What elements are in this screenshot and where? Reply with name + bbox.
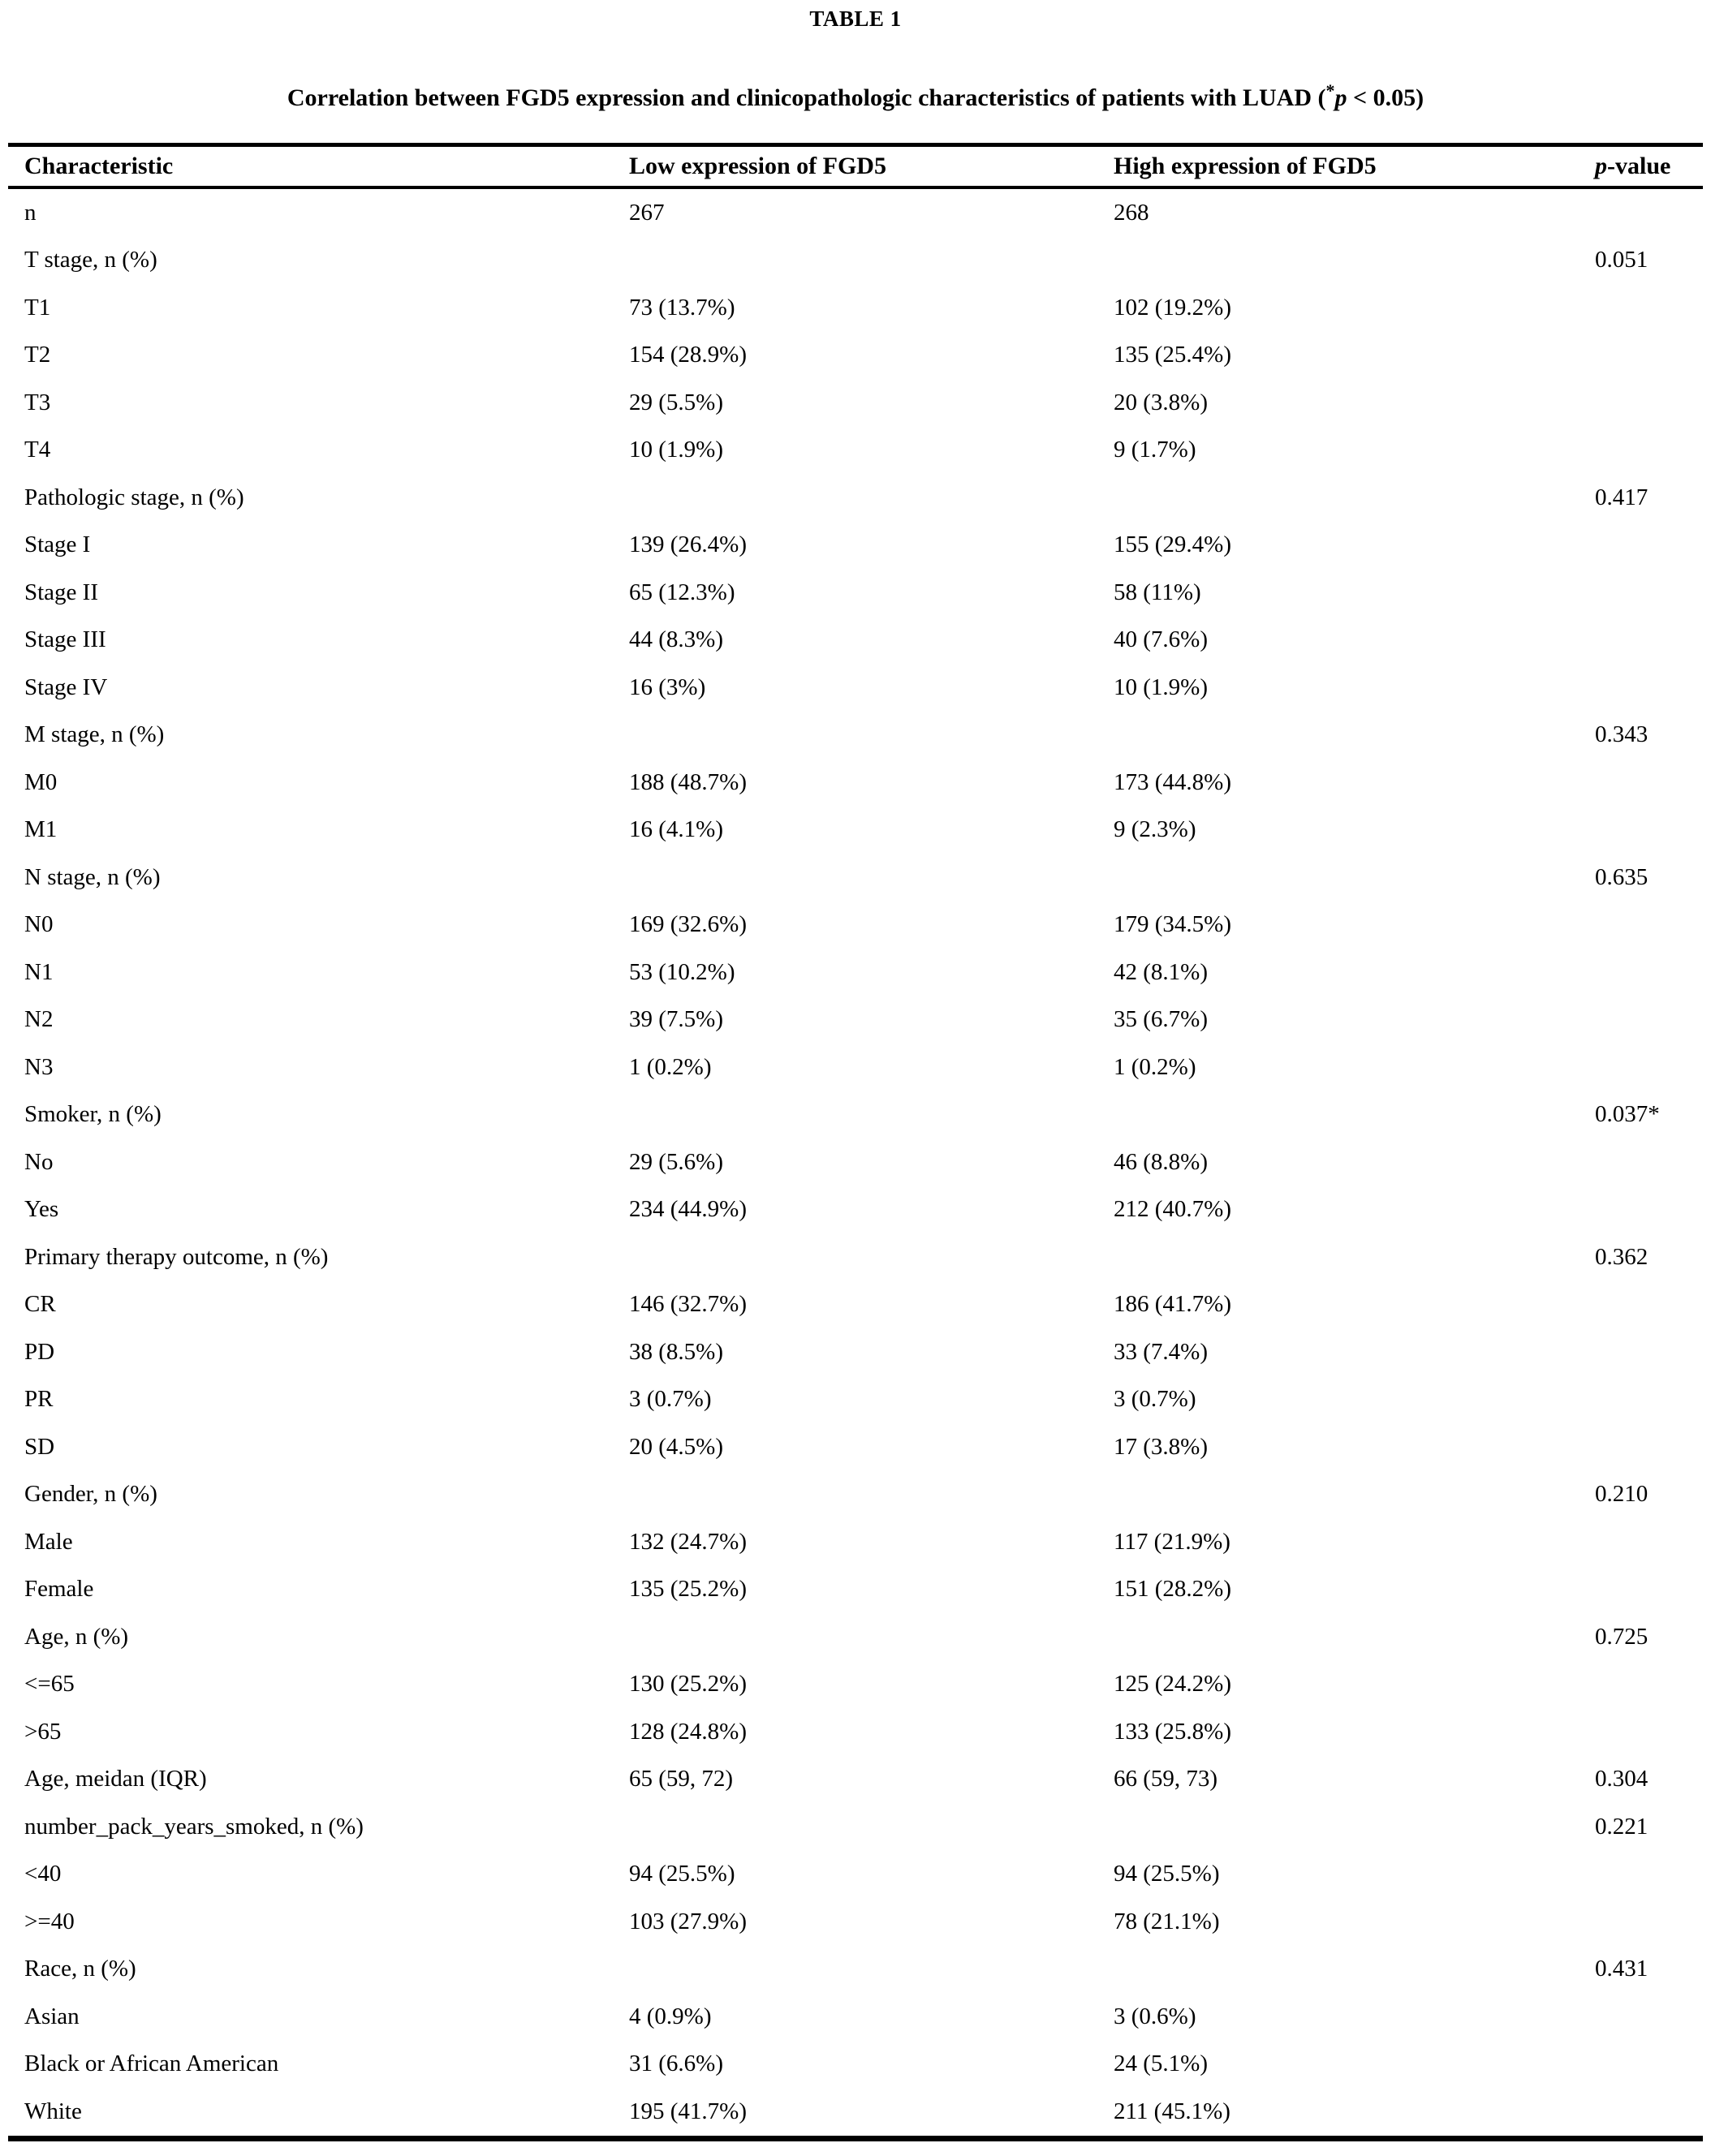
table-row	[8, 474, 1703, 522]
row-label-cell: PR	[24, 1386, 54, 1413]
row-label-cell: Stage I	[24, 531, 91, 558]
high-expression-cell: 35 (6.7%)	[1114, 1006, 1208, 1033]
low-expression-cell: 29 (5.6%)	[629, 1148, 723, 1175]
p-value-cell: 0.304	[1595, 1766, 1649, 1792]
low-expression-cell: 16 (4.1%)	[629, 816, 723, 843]
high-expression-cell	[1114, 712, 1595, 760]
high-expression-cell	[1114, 1946, 1595, 1994]
low-expression-cell: 139 (26.4%)	[629, 531, 747, 558]
high-expression-cell: 9 (2.3%)	[1114, 816, 1196, 843]
high-expression-cell: 211 (45.1%)	[1114, 2098, 1230, 2124]
table-row	[8, 996, 1703, 1044]
high-expression-cell: 117 (21.9%)	[1114, 1528, 1230, 1555]
p-value-cell: 0.431	[1595, 1956, 1649, 1982]
table-caption	[0, 80, 1711, 114]
low-expression-cell: 135 (25.2%)	[629, 1576, 747, 1603]
high-expression-cell: 173 (44.8%)	[1114, 768, 1231, 795]
low-expression-cell: 3 (0.7%)	[629, 1386, 712, 1413]
caption-p-symbol: p	[1334, 84, 1347, 111]
p-value-cell	[1595, 1376, 1703, 1424]
high-expression-cell	[1114, 237, 1595, 285]
row-label-cell: Primary therapy outcome, n (%)	[24, 1243, 329, 1270]
row-label-cell: No	[24, 1148, 54, 1175]
table-row	[8, 1993, 1703, 2041]
row-label-cell: Yes	[24, 1196, 59, 1223]
low-expression-cell	[629, 237, 1114, 285]
p-value-cell	[1595, 284, 1703, 332]
table-row	[8, 1233, 1703, 1281]
table-row	[8, 1471, 1703, 1519]
high-expression-cell: 40 (7.6%)	[1114, 626, 1208, 653]
high-expression-cell: 10 (1.9%)	[1114, 673, 1208, 700]
row-label-cell: T2	[24, 342, 51, 368]
row-label-cell: Female	[24, 1576, 94, 1603]
low-expression-cell	[629, 474, 1114, 522]
caption-text-prefix: Correlation between FGD5 expression and clinicopathologic characteristics of patients with LUAD (	[287, 84, 1326, 111]
p-value-cell: 0.635	[1595, 863, 1649, 890]
low-expression-cell	[629, 1613, 1114, 1661]
p-value-cell	[1595, 1566, 1703, 1614]
row-label-cell: Gender, n (%)	[24, 1481, 157, 1508]
low-expression-cell: 38 (8.5%)	[629, 1338, 723, 1365]
table-row	[8, 1518, 1703, 1566]
high-expression-cell	[1114, 854, 1595, 902]
table-row	[8, 902, 1703, 949]
table-row	[8, 1803, 1703, 1851]
low-expression-cell: 29 (5.5%)	[629, 389, 723, 415]
low-expression-cell: 10 (1.9%)	[629, 437, 723, 463]
row-label-cell: N stage, n (%)	[24, 863, 161, 890]
p-value-cell: 0.210	[1595, 1481, 1649, 1508]
p-value-cell	[1595, 759, 1703, 807]
high-expression-cell: 155 (29.4%)	[1114, 531, 1231, 558]
p-value-cell	[1595, 1708, 1703, 1756]
table-row	[8, 1946, 1703, 1994]
high-expression-cell: 125 (24.2%)	[1114, 1671, 1231, 1698]
table-row	[8, 1898, 1703, 1946]
high-expression-cell: 268	[1114, 199, 1149, 226]
row-label-cell: M0	[24, 768, 58, 795]
table-row	[8, 1091, 1703, 1139]
high-expression-cell: 94 (25.5%)	[1114, 1861, 1220, 1887]
p-value-cell	[1595, 617, 1703, 665]
clinicopathologic-table	[8, 143, 1703, 2141]
high-expression-cell: 179 (34.5%)	[1114, 911, 1231, 938]
row-label-cell: SD	[24, 1433, 55, 1460]
row-label-cell: Male	[24, 1528, 73, 1555]
low-expression-cell: 1 (0.2%)	[629, 1053, 712, 1080]
low-expression-cell: 65 (12.3%)	[629, 579, 735, 605]
row-label-cell: Black or African American	[24, 2051, 279, 2077]
row-label-cell: Race, n (%)	[24, 1956, 136, 1982]
low-expression-cell: 31 (6.6%)	[629, 2051, 723, 2077]
p-value-cell	[1595, 379, 1703, 427]
table-row	[8, 1851, 1703, 1899]
row-label-cell: number_pack_years_smoked, n (%)	[24, 1813, 364, 1840]
low-expression-cell: 65 (59, 72)	[629, 1766, 734, 1792]
table-row	[8, 1708, 1703, 1756]
table-row	[8, 759, 1703, 807]
table-row	[8, 1376, 1703, 1424]
table-row	[8, 237, 1703, 285]
high-expression-cell: 102 (19.2%)	[1114, 294, 1231, 321]
p-value-cell	[1595, 996, 1703, 1044]
p-value-header	[1595, 145, 1703, 188]
table-header-row	[8, 145, 1703, 188]
table-row	[8, 807, 1703, 854]
low-expression-cell	[629, 1471, 1114, 1519]
low-expression-cell	[629, 1233, 1114, 1281]
table-row	[8, 617, 1703, 665]
row-label-cell: Smoker, n (%)	[24, 1101, 162, 1128]
table-row	[8, 1423, 1703, 1471]
table-row	[8, 332, 1703, 380]
high-expression-cell: 42 (8.1%)	[1114, 958, 1208, 985]
table-row	[8, 1281, 1703, 1329]
high-expression-cell: 66 (59, 73)	[1114, 1766, 1218, 1792]
high-expression-cell	[1114, 1091, 1595, 1139]
p-value-cell	[1595, 569, 1703, 617]
row-label-cell: Asian	[24, 2003, 80, 2029]
p-value-cell	[1595, 902, 1703, 949]
table-body	[8, 187, 1703, 2138]
row-label-cell: Stage III	[24, 626, 106, 653]
row-label-cell: Stage IV	[24, 673, 108, 700]
p-value-cell: 0.221	[1595, 1813, 1649, 1840]
low-expression-cell: 53 (10.2%)	[629, 958, 735, 985]
low-expression-cell: 169 (32.6%)	[629, 911, 747, 938]
row-label-cell: White	[24, 2098, 82, 2124]
high-expression-cell: 24 (5.1%)	[1114, 2051, 1208, 2077]
low-expression-cell: 16 (3%)	[629, 673, 706, 700]
low-expression-cell: 20 (4.5%)	[629, 1433, 723, 1460]
caption-text-suffix: < 0.05)	[1347, 84, 1424, 111]
p-value-cell: 0.362	[1595, 1243, 1649, 1270]
low-expression-cell: 234 (44.9%)	[629, 1196, 747, 1223]
table-row	[8, 1138, 1703, 1186]
p-value-cell	[1595, 522, 1703, 570]
p-value-cell	[1595, 949, 1703, 996]
characteristic-header: Characteristic	[24, 153, 174, 179]
high-expression-cell: 17 (3.8%)	[1114, 1433, 1208, 1460]
row-label-cell: N0	[24, 911, 54, 938]
table-row	[8, 2041, 1703, 2089]
low-expression-cell: 154 (28.9%)	[629, 342, 747, 368]
p-value-cell	[1595, 1423, 1703, 1471]
low-expression-cell: 195 (41.7%)	[629, 2098, 747, 2124]
p-value-cell: 0.417	[1595, 484, 1649, 510]
high-expression-cell: 58 (11%)	[1114, 579, 1201, 605]
table-row	[8, 1756, 1703, 1804]
high-expression-cell: 78 (21.1%)	[1114, 1908, 1220, 1934]
high-expression-cell: 135 (25.4%)	[1114, 342, 1231, 368]
p-value-header-p: p	[1595, 153, 1607, 179]
low-expression-cell: 73 (13.7%)	[629, 294, 735, 321]
row-label-cell: Age, n (%)	[24, 1623, 129, 1650]
low-expression-cell: 94 (25.5%)	[629, 1861, 735, 1887]
low-expression-cell	[629, 854, 1114, 902]
high-expression-cell: 133 (25.8%)	[1114, 1718, 1231, 1745]
p-value-cell	[1595, 2041, 1703, 2089]
table-row	[8, 664, 1703, 712]
p-value-cell	[1595, 187, 1703, 237]
row-label-cell: N3	[24, 1053, 54, 1080]
row-label-cell: >=40	[24, 1908, 75, 1934]
table-row	[8, 2088, 1703, 2138]
p-value-cell: 0.051	[1595, 247, 1649, 273]
low-expression-cell	[629, 1803, 1114, 1851]
low-expression-cell: 128 (24.8%)	[629, 1718, 747, 1745]
p-value-cell	[1595, 1044, 1703, 1091]
row-label-cell: M stage, n (%)	[24, 721, 165, 748]
high-expression-cell	[1114, 1613, 1595, 1661]
table-row	[8, 1661, 1703, 1709]
row-label-cell: T1	[24, 294, 51, 321]
p-value-header-suffix: -value	[1607, 153, 1671, 179]
high-expression-cell	[1114, 1471, 1595, 1519]
low-expression-cell: 130 (25.2%)	[629, 1671, 747, 1698]
table-row	[8, 522, 1703, 570]
row-label-cell: T stage, n (%)	[24, 247, 157, 273]
p-value-cell	[1595, 1518, 1703, 1566]
high-expression-cell: 3 (0.7%)	[1114, 1386, 1196, 1413]
p-value-cell	[1595, 1661, 1703, 1709]
high-expression-cell: 46 (8.8%)	[1114, 1148, 1208, 1175]
row-label-cell: PD	[24, 1338, 55, 1365]
caption-asterisk: *	[1325, 80, 1335, 101]
high-expression-cell: 151 (28.2%)	[1114, 1576, 1231, 1603]
low-expression-cell: 132 (24.7%)	[629, 1528, 747, 1555]
row-label-cell: Pathologic stage, n (%)	[24, 484, 244, 510]
low-expression-cell: 4 (0.9%)	[629, 2003, 712, 2029]
p-value-cell: 0.037*	[1595, 1101, 1660, 1128]
high-expression-header: High expression of FGD5	[1114, 153, 1377, 179]
row-label-cell: >65	[24, 1718, 62, 1745]
low-expression-cell: 44 (8.3%)	[629, 626, 723, 653]
table-row	[8, 284, 1703, 332]
low-expression-cell: 188 (48.7%)	[629, 768, 747, 795]
row-label-cell: <40	[24, 1861, 62, 1887]
high-expression-cell: 9 (1.7%)	[1114, 437, 1196, 463]
table-row	[8, 1186, 1703, 1234]
high-expression-cell: 1 (0.2%)	[1114, 1053, 1196, 1080]
p-value-cell	[1595, 1186, 1703, 1234]
row-label-cell: N1	[24, 958, 54, 985]
low-expression-cell	[629, 712, 1114, 760]
high-expression-cell: 33 (7.4%)	[1114, 1338, 1208, 1365]
p-value-cell	[1595, 1851, 1703, 1899]
high-expression-cell: 186 (41.7%)	[1114, 1291, 1231, 1318]
low-expression-cell: 146 (32.7%)	[629, 1291, 747, 1318]
table-row	[8, 379, 1703, 427]
high-expression-cell: 20 (3.8%)	[1114, 389, 1208, 415]
row-label-cell: n	[24, 199, 37, 226]
row-label-cell: <=65	[24, 1671, 75, 1698]
high-expression-cell	[1114, 1233, 1595, 1281]
p-value-cell	[1595, 807, 1703, 854]
high-expression-cell	[1114, 474, 1595, 522]
low-expression-cell: 39 (7.5%)	[629, 1006, 723, 1033]
table-row	[8, 187, 1703, 237]
p-value-cell: 0.725	[1595, 1623, 1649, 1650]
row-label-cell: M1	[24, 816, 58, 843]
low-expression-cell	[629, 1946, 1114, 1994]
table-title: TABLE 1	[809, 6, 902, 31]
table-row	[8, 949, 1703, 996]
low-expression-cell	[629, 1091, 1114, 1139]
row-label-cell: Stage II	[24, 579, 98, 605]
p-value-cell	[1595, 1281, 1703, 1329]
p-value-cell	[1595, 1328, 1703, 1376]
low-expression-cell: 103 (27.9%)	[629, 1908, 747, 1934]
row-label-cell: CR	[24, 1291, 56, 1318]
p-value-cell	[1595, 1993, 1703, 2041]
high-expression-cell: 212 (40.7%)	[1114, 1196, 1231, 1223]
p-value-cell	[1595, 1898, 1703, 1946]
table-row	[8, 1044, 1703, 1091]
high-expression-cell	[1114, 1803, 1595, 1851]
row-label-cell: N2	[24, 1006, 54, 1033]
table-row	[8, 1328, 1703, 1376]
p-value-cell	[1595, 2088, 1703, 2138]
high-expression-cell: 3 (0.6%)	[1114, 2003, 1196, 2029]
table-row	[8, 569, 1703, 617]
table-row	[8, 712, 1703, 760]
table-row	[8, 854, 1703, 902]
table-row	[8, 1613, 1703, 1661]
table-row	[8, 427, 1703, 475]
row-label-cell: T4	[24, 437, 51, 463]
row-label-cell: Age, meidan (IQR)	[24, 1766, 207, 1792]
p-value-cell	[1595, 1138, 1703, 1186]
p-value-cell	[1595, 664, 1703, 712]
p-value-cell	[1595, 332, 1703, 380]
low-expression-header: Low expression of FGD5	[629, 153, 886, 179]
table-row	[8, 1566, 1703, 1614]
p-value-cell	[1595, 427, 1703, 475]
p-value-cell: 0.343	[1595, 721, 1649, 748]
row-label-cell: T3	[24, 389, 51, 415]
low-expression-cell: 267	[629, 199, 665, 226]
